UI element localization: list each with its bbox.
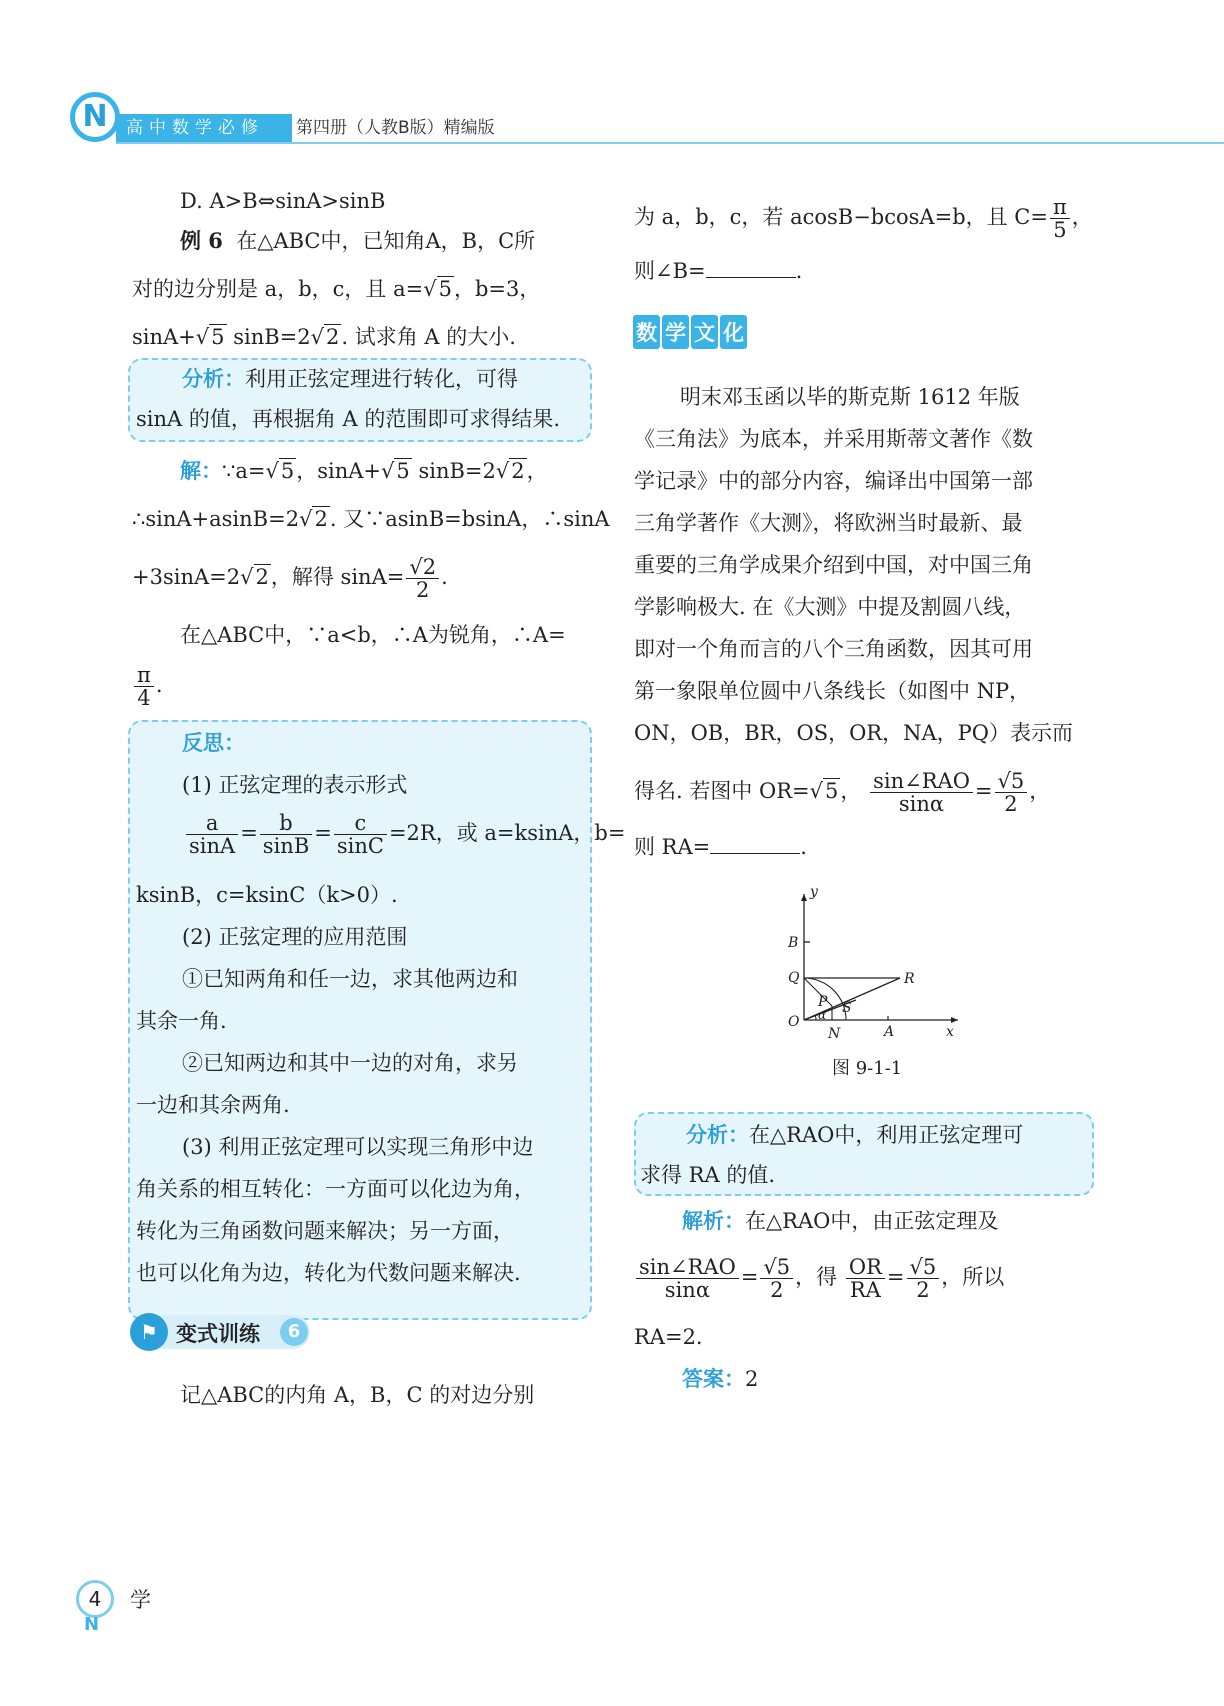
culture-line-4: 三角学著作《大测》，将欧洲当时最新、最	[634, 511, 1023, 535]
example-6-line-1: 例 6 在△ABC中，已知角A，B，C所	[180, 228, 536, 253]
footer-logo: N	[84, 1614, 100, 1635]
reflection-2a-line-1: ①已知两角和任一边，求其他两边和	[182, 967, 518, 991]
solution-right-line-1: 解析：在△RAO中，由正弦定理及	[682, 1209, 999, 1233]
math-culture-tag: 数 学 文 化	[633, 315, 749, 349]
x-axis-arrow	[951, 1017, 958, 1023]
analysis-right-line-1: 分析：在△RAO中，利用正弦定理可	[686, 1123, 1024, 1147]
variant-training-number: 6	[280, 1318, 308, 1346]
reflection-3-line-3: 转化为三角函数问题来解决；另一方面，	[136, 1219, 514, 1243]
header-logo: N	[70, 92, 120, 142]
flag-icon: ⚑	[130, 1313, 168, 1351]
answer-blank[interactable]	[706, 259, 796, 278]
reflection-2b-line-2: 一边和其余两角.	[136, 1093, 290, 1117]
culture-line-6: 学影响极大. 在《大测》中提及割圆八线，	[634, 595, 1026, 619]
solution-line-5: $\frac{\pi}{4}$ .	[132, 664, 163, 709]
reflection-3-line-1: (3) 利用正弦定理可以实现三角形中边	[182, 1135, 534, 1159]
header-series: 高中数学必修	[116, 114, 292, 142]
label-q: Q	[788, 970, 800, 986]
reflection-formula: $\frac{a}{\sin A}$ = $\frac{b}{\sin B}$ = $\frac{c}{\sin C}$ =2R，或 a=ksinA，b=	[184, 812, 625, 857]
solution-line-1: 解：∵a=√5，sinA+√5 sinB=2√2，	[180, 459, 548, 483]
reflection-point-1: (1) 正弦定理的表示形式	[182, 773, 408, 797]
header-subtitle: 第四册（人教B版）精编版	[296, 118, 495, 138]
reflection-2b-line-1: ②已知两边和其中一边的对角，求另	[182, 1051, 518, 1075]
label-s: S	[842, 1000, 852, 1016]
analysis-left-line-2: sinA 的值，再根据角 A 的范围即可求得结果.	[136, 407, 561, 431]
reflection-3-line-4: 也可以化角为边，转化为代数问题来解决.	[136, 1261, 521, 1285]
solution-line-4: 在△ABC中，∵a<b，∴A为锐角，∴A=	[180, 623, 566, 647]
answer-line: 答案：2	[682, 1367, 759, 1391]
y-axis-arrow	[801, 894, 807, 901]
option-d: D. A>B⇔sinA>sinB	[180, 189, 386, 213]
reflection-formula-cont: ksinB，c=ksinC（k>0）.	[136, 883, 398, 907]
label-alpha: α	[818, 1008, 827, 1022]
reflection-point-2: (2) 正弦定理的应用范围	[182, 925, 408, 949]
answer-blank-ra[interactable]	[710, 835, 800, 854]
culture-line-8: 第一象限单位圆中八条线长（如图中 NP，	[634, 679, 1031, 703]
label-p: P	[818, 994, 828, 1010]
solution-line-2: ∴sinA+asinB=2√2. 又∵asinB=bsinA，∴sinA	[132, 507, 610, 531]
culture-line-1: 明末邓玉函以毕的斯克斯 1612 年版	[680, 385, 1020, 409]
culture-line-3: 学记录》中的部分内容，编译出中国第一部	[634, 469, 1033, 493]
footer-label: 学	[130, 1588, 151, 1612]
unit-circle-figure	[780, 882, 970, 1042]
example-6-label: 例 6	[180, 228, 223, 253]
example-6-line-2: 对的边分别是 a，b，c，且 a=√5，b=3，	[132, 277, 541, 301]
label-a: A	[884, 1024, 895, 1040]
figure-caption: 图 9-1-1	[832, 1058, 903, 1079]
label-x: x	[946, 1024, 954, 1040]
analysis-left-line-1: 分析：利用正弦定理进行转化，可得	[182, 367, 518, 391]
culture-line-7: 即对一个角而言的八个三角函数，因其可用	[634, 637, 1033, 661]
label-o: O	[788, 1014, 800, 1030]
solution-line-3: +3sinA=2√2，解得 sinA= $\frac{√2}{2}$ .	[132, 555, 448, 602]
culture-line-5: 重要的三角学成果介绍到中国，对中国三角	[634, 553, 1033, 577]
label-n: N	[828, 1026, 841, 1042]
label-y: y	[810, 884, 818, 900]
solution-right-line-2: $\frac{\text{sin∠RAO}}{\sin\alpha}$ = $\frac{√5}{2}$ ，得 $\frac{OR}{RA}$ = $\frac{√5}{2}$ ，所以	[634, 1256, 1004, 1301]
culture-line-2: 《三角法》为底本，并采用斯蒂文著作《数	[634, 427, 1033, 451]
header-rule	[116, 142, 1224, 144]
variant-line-2: 为 a，b，c，若 acosB−bcosA=b，且 C= $\frac{\pi}{5}$ ，	[634, 195, 1093, 242]
label-b: B	[788, 935, 799, 951]
page-number: 4	[76, 1580, 114, 1618]
label-r: R	[904, 971, 915, 987]
culture-line-11: 则 RA= .	[634, 835, 807, 859]
culture-line-10: 得名. 若图中 OR=√5， $\frac{\text{sin∠RAO}}{\sin\alpha}$ = $\frac{√5}{2}$ ，	[634, 769, 1051, 816]
example-6-line-3: sinA+√5 sinB=2√2. 试求角 A 的大小.	[132, 325, 516, 349]
variant-training-label: 变式训练	[176, 1322, 260, 1346]
variant-line-3: 则∠B= .	[634, 259, 803, 283]
reflection-2a-line-2: 其余一角.	[136, 1009, 227, 1033]
reflection-3-line-2: 角关系的相互转化：一方面可以化边为角，	[136, 1177, 535, 1201]
reflection-label: 反思：	[182, 731, 245, 755]
solution-right-line-3: RA=2.	[634, 1325, 703, 1349]
variant-line-1: 记△ABC的内角 A，B，C 的对边分别	[180, 1383, 535, 1407]
analysis-right-line-2: 求得 RA 的值.	[640, 1163, 776, 1187]
culture-line-9: ON，OB，BR，OS，OR，NA，PQ）表示而	[634, 721, 1073, 745]
